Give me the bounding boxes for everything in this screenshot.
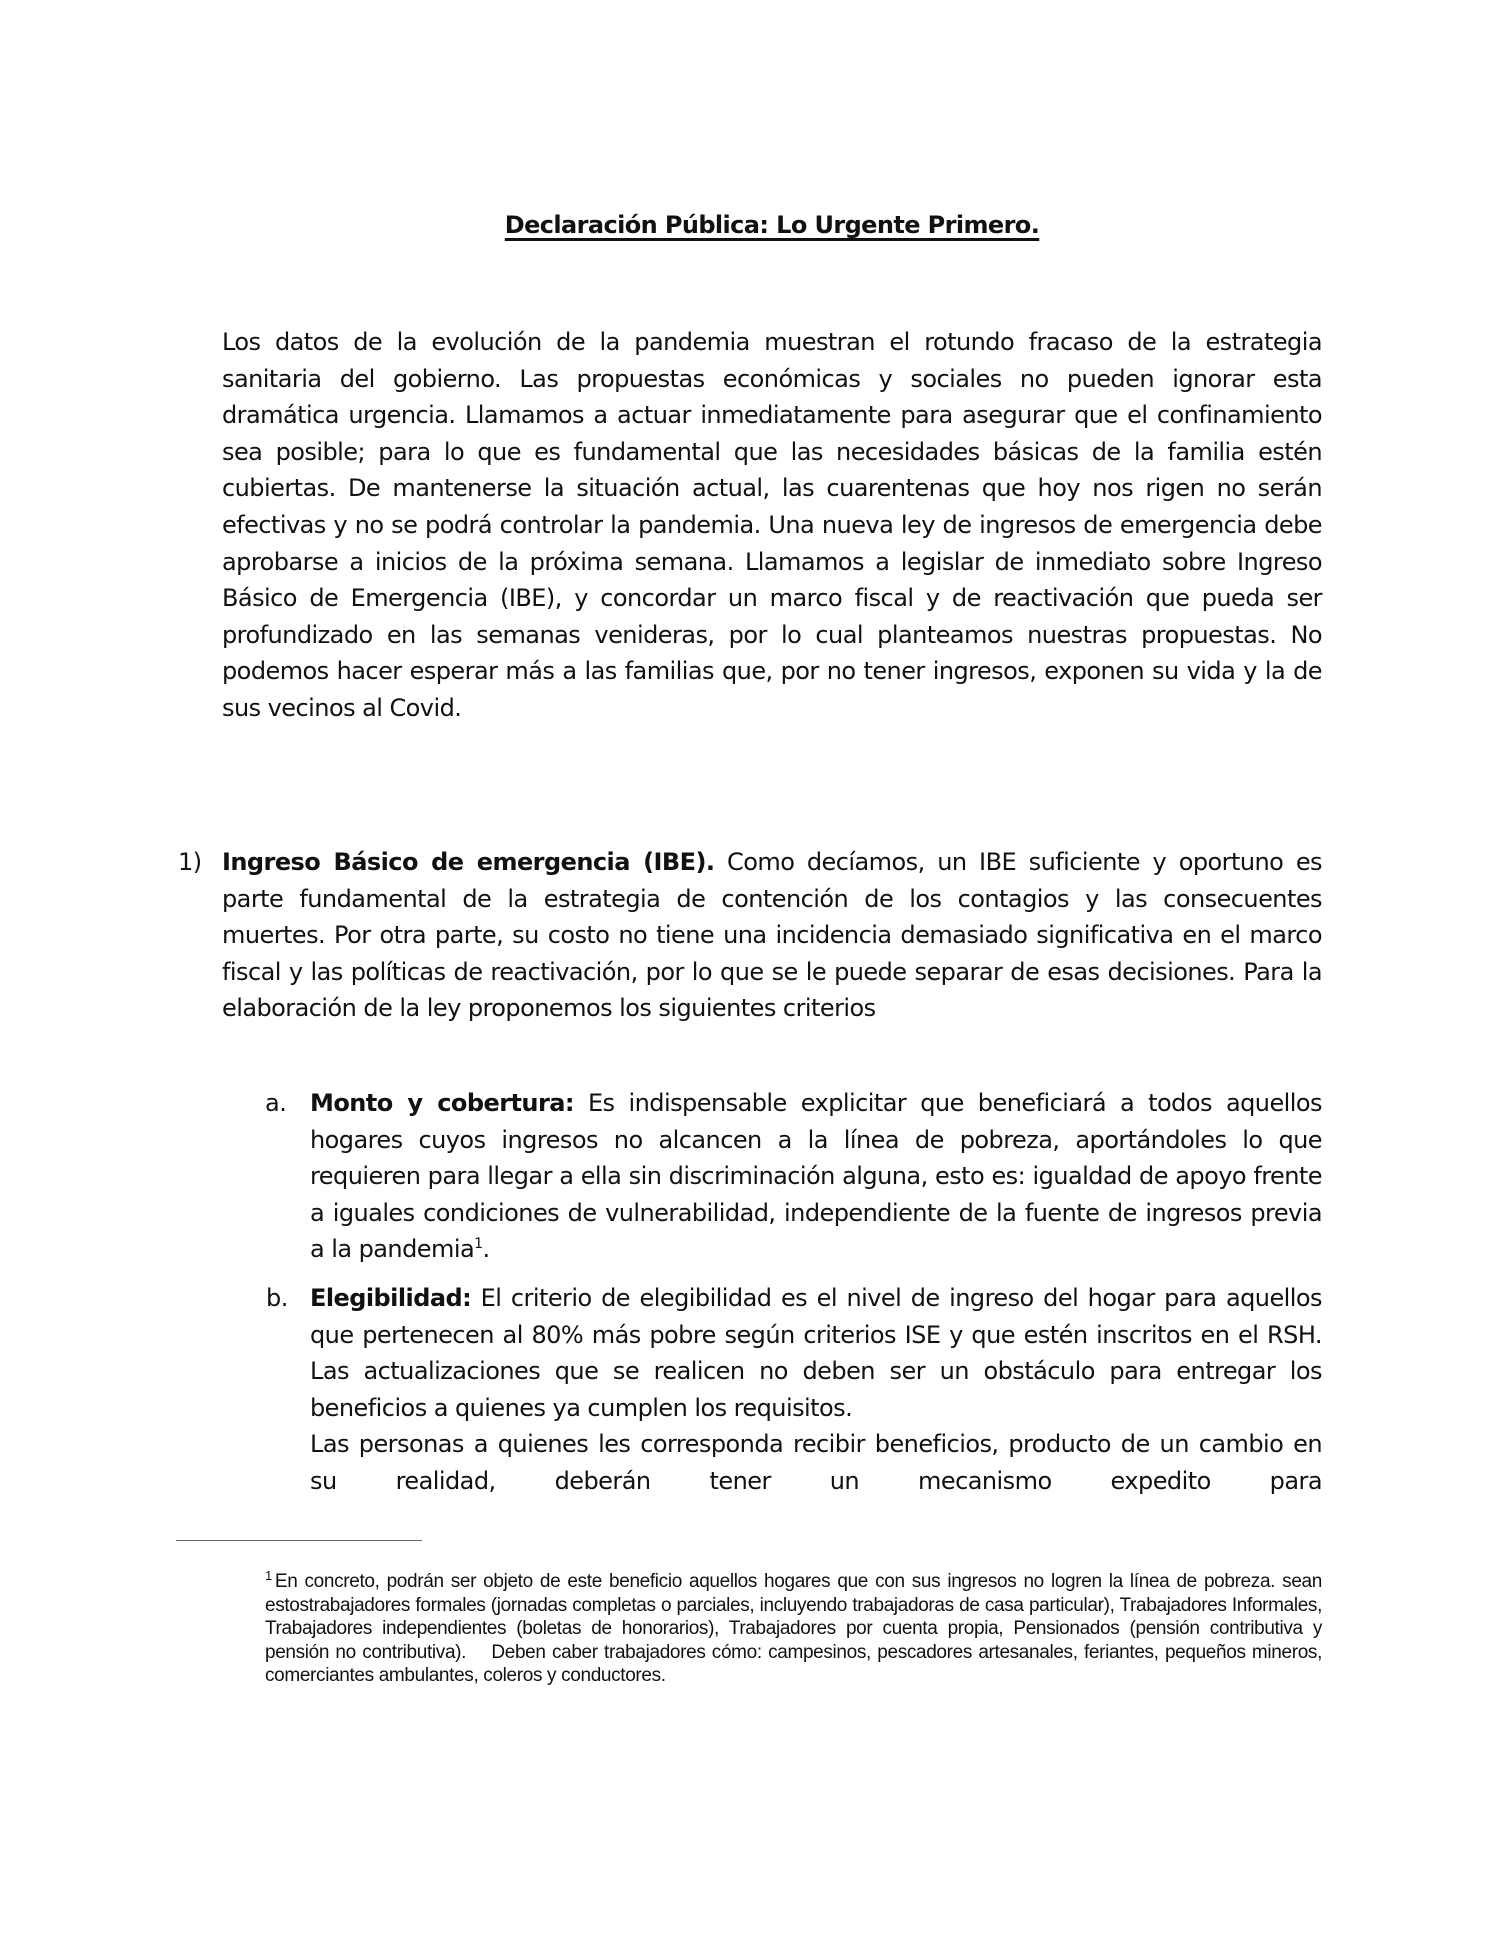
section-1-ibe [222, 844, 1322, 1027]
footnote-1-body: En concreto, podrán ser objeto de este beneficio aquellos hogares que con sus ingresos no logren la línea de pobreza. sean estostrabajadores formales (jornadas completas o parciales, incluyendo trabajadoras de casa particular), Trabajadores Informales, Trabajadores independientes (boletas de honorarios), Trabajadores por cuenta propia, Pensionados (pensión contributiva y pensión no contributiva). Deben caber trabajadores cómo: campesinos, pescadores artesanales, feriantes, pequeños mineros, comerciantes ambulantes, coleros y conductores. [265, 1571, 1327, 1687]
section-1-heading: Ingreso Básico de emergencia (IBE). [222, 848, 715, 876]
subitem-b-heading: Elegibilidad: [310, 1284, 472, 1312]
subitem-b-elegibilidad [310, 1280, 1322, 1500]
subitem-a-text [310, 1085, 1322, 1268]
footnote-ref-1[interactable]: 1 [474, 1236, 483, 1253]
footnote-1-text [265, 1567, 1327, 1688]
subitem-a-heading: Monto y cobertura: [310, 1089, 574, 1117]
subitem-a-monto-cobertura [310, 1085, 1322, 1268]
section-1-marker: 1) [178, 848, 202, 876]
footnote-1 [265, 1567, 1327, 1688]
footnote-1-number: 1 [265, 1567, 272, 1583]
section-1-text [222, 844, 1322, 1027]
intro-text: Los datos de la evolución de la pandemia muestran el rotundo fracaso de la estrategia sanitaria del gobierno. Las propuestas económicas y sociales no pueden ignorar esta dramática urgencia. Llamamos a actuar inmediatamente para asegurar que el confinamiento sea posible; para lo que es fundamental que las necesidades básicas de la familia estén cubiertas. De mantenerse la situación actual, las cuarentenas que hoy nos rigen no serán efectivas y no se podrá controlar la pandemia. Una nueva ley de ingresos de emergencia debe aprobarse a inicios de la próxima semana. Llamamos a legislar de inmediato sobre Ingreso Básico de Emergencia (IBE), y concordar un marco fiscal y de reactivación que pueda ser profundizado en las semanas venideras, por lo cual planteamos nuestras propuestas. No podemos hacer esperar más a las familias que, por no tener ingresos, exponen su vida y la de sus vecinos al Covid. [222, 328, 1322, 722]
intro-paragraph [222, 324, 1322, 727]
subitem-a-marker: a. [265, 1089, 287, 1117]
subitem-a-body: Es indispensable explicitar que beneficiará a todos aquellos hogares cuyos ingresos no alcancen a la línea de pobreza, aportándoles lo que requieren para llegar a ella sin discriminación alguna, esto es: igualdad de apoyo frente a iguales condiciones de vulnerabilidad, independiente de la fuente de ingresos previa a la pandemia [310, 1089, 1322, 1264]
subitem-b-text [310, 1280, 1322, 1426]
footnote-separator [176, 1540, 422, 1541]
subitem-b-body-continued: Las personas a quienes les corresponda recibir beneficios, producto de un cambio en su realidad, deberán tener un mecanismo expedito para [310, 1430, 1322, 1495]
subitem-b-marker: b. [266, 1284, 288, 1312]
document-title [222, 207, 1322, 243]
title-text: Declaración Pública: Lo Urgente Primero. [504, 211, 1040, 239]
subitem-b-continued [310, 1426, 1322, 1499]
subitem-a-trailing: . [482, 1235, 490, 1264]
subitem-b-body: El criterio de elegibilidad es el nivel de ingreso del hogar para aquellos que pertenecen al 80% más pobre según criterios ISE y que estén inscritos en el RSH. Las actualizaciones que se realicen no deben ser un obstáculo para entregar los beneficios a quienes ya cumplen los requisitos. [310, 1284, 1322, 1422]
section-1-body: Como decíamos, un IBE suficiente y oportuno es parte fundamental de la estrategia de contención de los contagios y las consecuentes muertes. Por otra parte, su costo no tiene una incidencia demasiado significativa en el marco fiscal y las políticas de reactivación, por lo que se le puede separar de esas decisiones. Para la elaboración de la ley proponemos los siguientes criterios [222, 848, 1322, 1023]
